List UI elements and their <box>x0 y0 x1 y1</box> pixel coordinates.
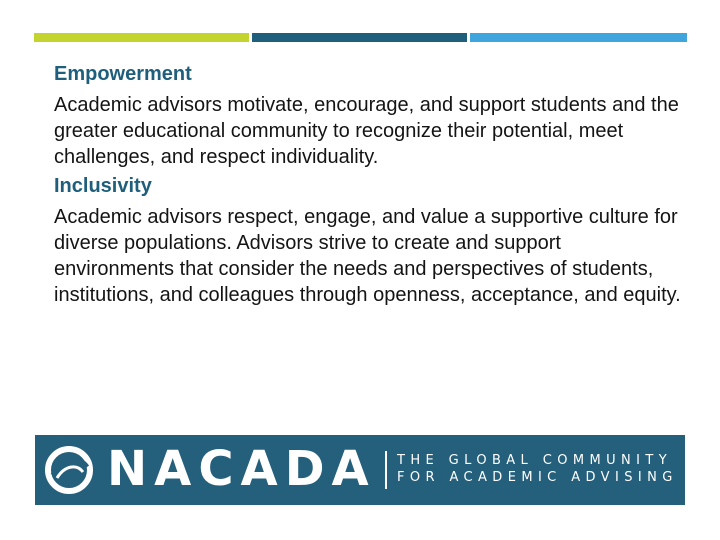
section-heading-empowerment: Empowerment <box>54 63 192 85</box>
accent-bar-navy <box>252 33 467 42</box>
tagline-line-2: FOR ACADEMIC ADVISING <box>397 470 678 485</box>
section-body-inclusivity: Academic advisors respect, engage, and value a supportive culture for diverse populations. Advisors strive to create and support environments that consider the needs and perspectives of students, institutions, and colleagues through openness, acceptance, and equity. <box>54 206 681 306</box>
nacada-wordmark: NACADA <box>107 441 376 497</box>
nacada-footer-banner <box>35 435 685 505</box>
footer-tagline <box>397 452 678 486</box>
accent-bar-blue <box>470 33 687 42</box>
footer-divider <box>385 451 387 489</box>
header-accent-bars <box>0 33 720 42</box>
tagline-line-1: THE GLOBAL COMMUNITY <box>397 453 673 468</box>
section-heading-inclusivity: Inclusivity <box>54 175 152 197</box>
accent-bar-green <box>34 33 249 42</box>
nacada-swirl-logo-icon <box>43 445 95 495</box>
section-body-empowerment: Academic advisors motivate, encourage, and support students and the greater educational community to recognize their potential, meet challenges, and respect individuality. <box>54 94 679 168</box>
slide-content <box>54 62 684 312</box>
